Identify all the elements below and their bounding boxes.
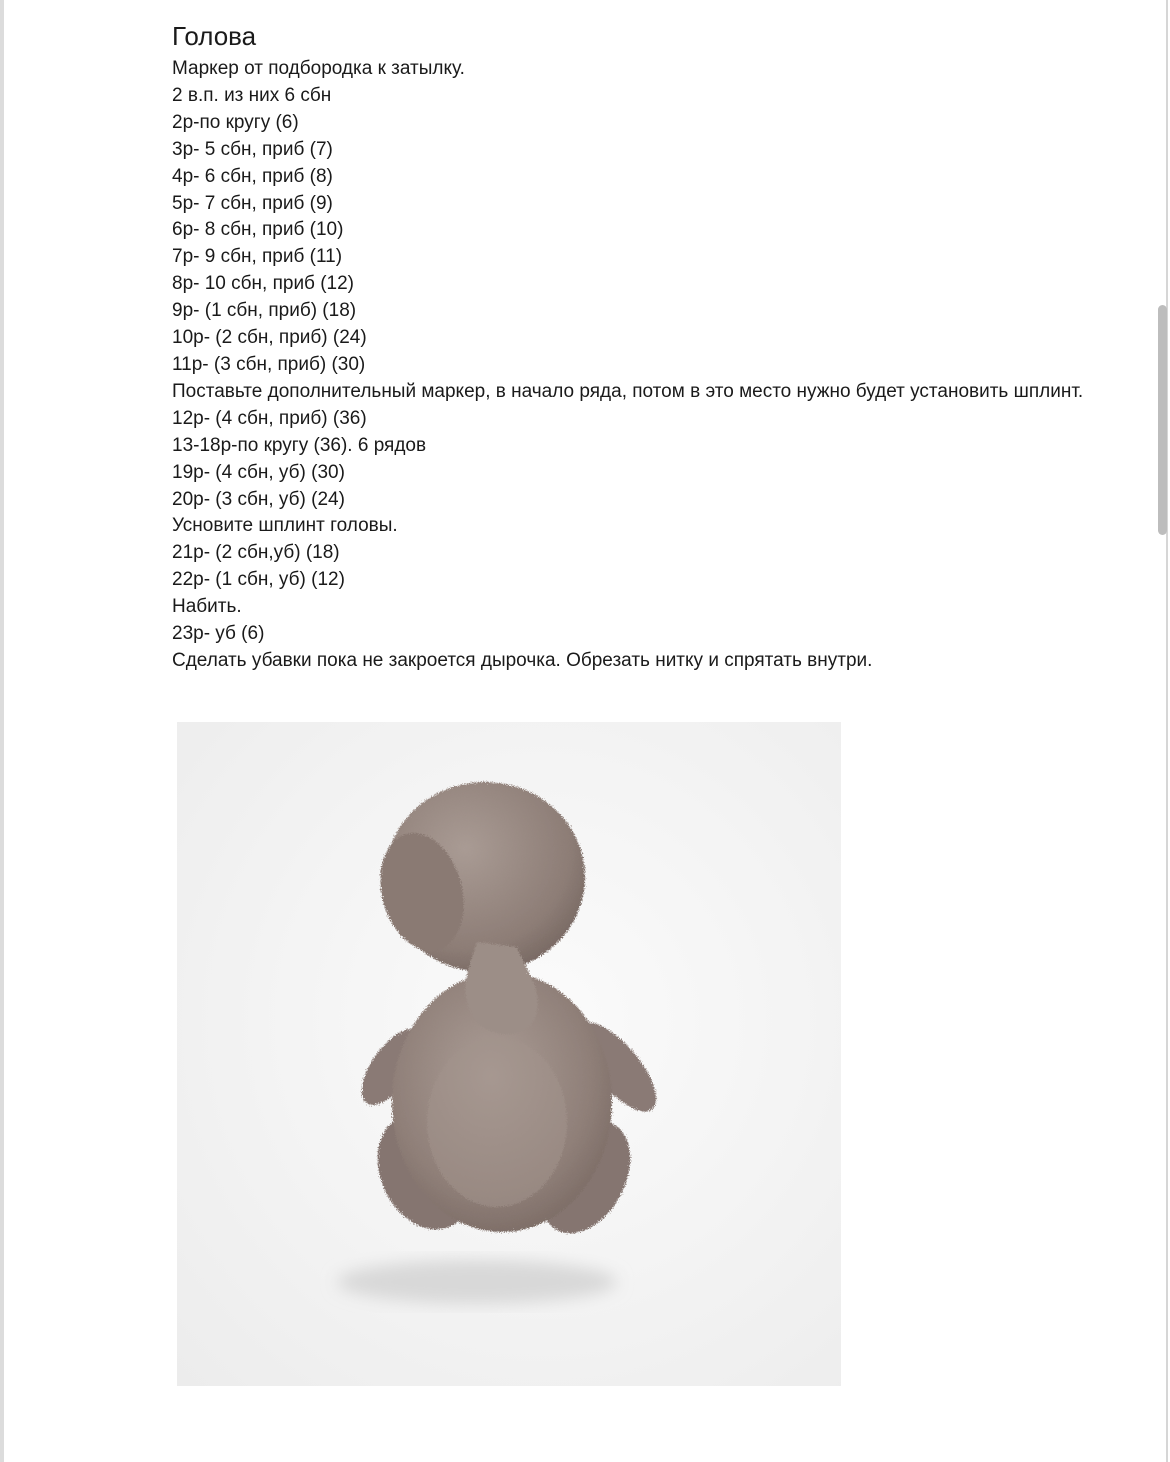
instruction-line: 10р- (2 сбн, приб) (24) [172,327,367,349]
instruction-line: 8р- 10 сбн, приб (12) [172,273,355,295]
instruction-line: 22р- (1 сбн, уб) (12) [172,569,345,591]
instruction-line: Поставьте дополнительный маркер, в начало ряда, потом в это место нужно будет установить шплинт. [172,380,1084,402]
instruction-line: 20р- (3 сбн, уб) (24) [172,488,345,510]
instruction-line: 19р- (4 сбн, уб) (30) [172,461,345,483]
scrollbar-thumb[interactable] [1158,305,1167,535]
instruction-line: 9р- (1 сбн, приб) (18) [172,300,357,322]
instruction-line: 6р- 8 сбн, приб (10) [172,219,344,241]
instruction-line: Маркер от подбородка к затылку. [172,58,465,79]
instruction-line: 2р-по кругу (6) [172,111,299,133]
instruction-line: 23р- уб (6) [172,623,265,645]
instruction-line: Набить. [172,596,242,618]
scroll-track[interactable] [1166,0,1168,1462]
instruction-line: 13-18р-по кругу (36). 6 рядов [172,434,427,456]
instruction-line: 21р- (2 сбн,уб) (18) [172,542,340,564]
document-body [172,18,1092,675]
section-title: Голова [172,21,257,51]
toy-shadow [337,1260,617,1304]
instruction-line: 4р- 6 сбн, приб (8) [172,165,333,187]
instruction-line: Сделать убавки пока не закроется дырочка. Обрезать нитку и спрятать внутри. [172,649,873,671]
elephant-toy-illustration [177,722,841,1386]
instruction-line: 3р- 5 сбн, приб (7) [172,138,333,160]
toy-belly [427,1037,567,1207]
instruction-line: 7р- 9 сбн, приб (11) [172,246,343,268]
instruction-line: 5р- 7 сбн, приб (9) [172,192,333,214]
instruction-line: 12р- (4 сбн, приб) (36) [172,407,367,429]
instruction-line: Усновите шплинт головы. [172,515,398,537]
instruction-line: 11р- (3 сбн, приб) (30) [172,353,366,375]
page-edge [0,0,4,1462]
elephant-toy-photo [177,722,841,1386]
instruction-line: 2 в.п. из них 6 сбн [172,84,332,106]
instruction-list [172,56,1092,675]
